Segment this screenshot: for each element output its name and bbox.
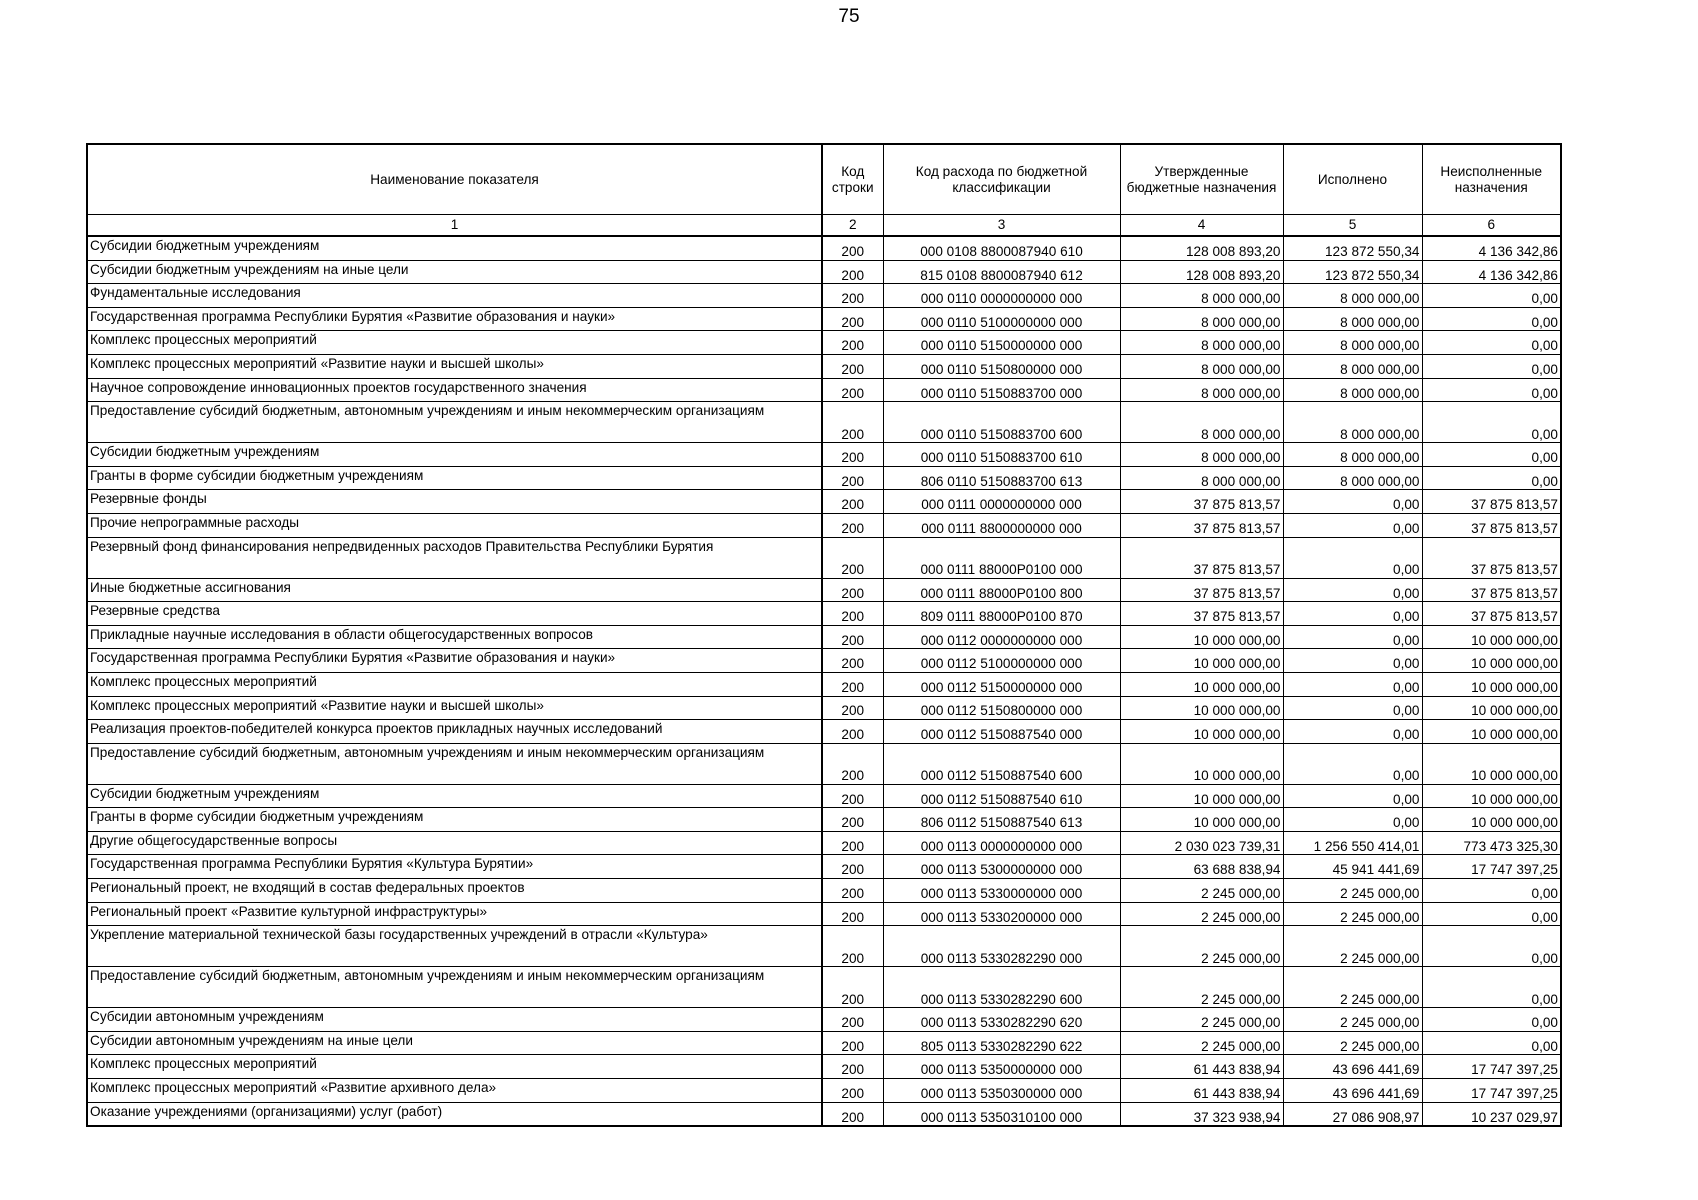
- cell-executed: 2 245 000,00: [1283, 879, 1422, 903]
- cell-executed: 2 245 000,00: [1283, 1008, 1422, 1032]
- table-body: [87, 236, 1561, 1126]
- cell-unexecuted: 0,00: [1422, 1008, 1561, 1032]
- cell-line-code: 200: [822, 625, 883, 649]
- cell-unexecuted: 37 875 813,57: [1422, 490, 1561, 514]
- cell-approved: 61 443 838,94: [1120, 1055, 1283, 1079]
- cell-indicator-name: Резервные фонды: [87, 490, 822, 514]
- cell-classification-code: 000 0110 5150000000 000: [883, 331, 1120, 355]
- cell-indicator-name: Прикладные научные исследования в области общегосударственных вопросов: [87, 625, 822, 649]
- cell-classification-code: 000 0113 5350000000 000: [883, 1055, 1120, 1079]
- cell-classification-code: 000 0113 5330200000 000: [883, 902, 1120, 926]
- cell-classification-code: 000 0113 5350310100 000: [883, 1102, 1120, 1126]
- cell-approved: 2 245 000,00: [1120, 926, 1283, 967]
- cell-indicator-name: Субсидии бюджетным учреждениям: [87, 236, 822, 260]
- cell-classification-code: 000 0112 5150000000 000: [883, 672, 1120, 696]
- table-row: [87, 1102, 1561, 1126]
- table-row: [87, 443, 1561, 467]
- cell-indicator-name: Комплекс процессных мероприятий: [87, 672, 822, 696]
- cell-executed: 0,00: [1283, 537, 1422, 578]
- cell-indicator-name: Резервные средства: [87, 602, 822, 626]
- cell-approved: 8 000 000,00: [1120, 354, 1283, 378]
- cell-approved: 37 875 813,57: [1120, 602, 1283, 626]
- cell-line-code: 200: [822, 1102, 883, 1126]
- cell-indicator-name: Предоставление субсидий бюджетным, автономным учреждениям и иным некоммерческим организациям: [87, 967, 822, 1008]
- cell-line-code: 200: [822, 578, 883, 602]
- cell-unexecuted: 37 875 813,57: [1422, 578, 1561, 602]
- table-row: [87, 260, 1561, 284]
- cell-executed: 43 696 441,69: [1283, 1055, 1422, 1079]
- column-number: 5: [1283, 215, 1422, 237]
- cell-executed: 2 245 000,00: [1283, 926, 1422, 967]
- cell-executed: 0,00: [1283, 720, 1422, 744]
- cell-line-code: 200: [822, 967, 883, 1008]
- cell-approved: 37 323 938,94: [1120, 1102, 1283, 1126]
- cell-executed: 0,00: [1283, 672, 1422, 696]
- cell-line-code: 200: [822, 808, 883, 832]
- cell-approved: 8 000 000,00: [1120, 307, 1283, 331]
- cell-indicator-name: Государственная программа Республики Бурятия «Культура Бурятии»: [87, 855, 822, 879]
- cell-executed: 8 000 000,00: [1283, 466, 1422, 490]
- cell-indicator-name: Предоставление субсидий бюджетным, автономным учреждениям и иным некоммерческим организациям: [87, 402, 822, 443]
- cell-line-code: 200: [822, 331, 883, 355]
- table-row: [87, 1079, 1561, 1103]
- cell-indicator-name: Субсидии бюджетным учреждениям: [87, 784, 822, 808]
- cell-line-code: 200: [822, 1055, 883, 1079]
- header-line-code: Код строки: [822, 144, 883, 215]
- table-row: [87, 808, 1561, 832]
- cell-classification-code: 000 0110 5150800000 000: [883, 354, 1120, 378]
- cell-unexecuted: 0,00: [1422, 402, 1561, 443]
- cell-unexecuted: 0,00: [1422, 926, 1561, 967]
- cell-line-code: 200: [822, 649, 883, 673]
- cell-unexecuted: 0,00: [1422, 307, 1561, 331]
- cell-executed: 0,00: [1283, 743, 1422, 784]
- cell-indicator-name: Комплекс процессных мероприятий «Развитие науки и высшей школы»: [87, 354, 822, 378]
- cell-executed: 8 000 000,00: [1283, 307, 1422, 331]
- cell-approved: 10 000 000,00: [1120, 743, 1283, 784]
- cell-classification-code: 000 0111 88000Р0100 000: [883, 537, 1120, 578]
- cell-indicator-name: Оказание учреждениями (организациями) услуг (работ): [87, 1102, 822, 1126]
- table-row: [87, 331, 1561, 355]
- table-row: [87, 625, 1561, 649]
- cell-executed: 8 000 000,00: [1283, 443, 1422, 467]
- column-number-row: [87, 215, 1561, 237]
- cell-approved: 2 245 000,00: [1120, 1031, 1283, 1055]
- cell-indicator-name: Другие общегосударственные вопросы: [87, 831, 822, 855]
- budget-execution-table: [86, 143, 1562, 1127]
- cell-indicator-name: Резервный фонд финансирования непредвиденных расходов Правительства Республики Бурятия: [87, 537, 822, 578]
- cell-approved: 8 000 000,00: [1120, 284, 1283, 308]
- cell-indicator-name: Субсидии автономным учреждениям на иные цели: [87, 1031, 822, 1055]
- cell-unexecuted: 10 000 000,00: [1422, 784, 1561, 808]
- table-row: [87, 649, 1561, 673]
- cell-approved: 8 000 000,00: [1120, 466, 1283, 490]
- cell-unexecuted: 0,00: [1422, 443, 1561, 467]
- cell-line-code: 200: [822, 602, 883, 626]
- cell-unexecuted: 0,00: [1422, 466, 1561, 490]
- column-number: 6: [1422, 215, 1561, 237]
- cell-classification-code: 000 0110 5150883700 000: [883, 378, 1120, 402]
- cell-line-code: 200: [822, 1031, 883, 1055]
- column-number: 3: [883, 215, 1120, 237]
- cell-indicator-name: Научное сопровождение инновационных проектов государственного значения: [87, 378, 822, 402]
- cell-executed: 0,00: [1283, 808, 1422, 832]
- column-number: 2: [822, 215, 883, 237]
- cell-unexecuted: 773 473 325,30: [1422, 831, 1561, 855]
- cell-classification-code: 000 0113 5330282290 620: [883, 1008, 1120, 1032]
- cell-line-code: 200: [822, 378, 883, 402]
- cell-executed: 2 245 000,00: [1283, 1031, 1422, 1055]
- cell-classification-code: 000 0112 5100000000 000: [883, 649, 1120, 673]
- column-number: 1: [87, 215, 822, 237]
- cell-line-code: 200: [822, 926, 883, 967]
- cell-unexecuted: 10 237 029,97: [1422, 1102, 1561, 1126]
- cell-line-code: 200: [822, 784, 883, 808]
- cell-approved: 2 245 000,00: [1120, 902, 1283, 926]
- cell-approved: 8 000 000,00: [1120, 402, 1283, 443]
- cell-unexecuted: 37 875 813,57: [1422, 602, 1561, 626]
- table-row: [87, 743, 1561, 784]
- cell-classification-code: 000 0113 5350300000 000: [883, 1079, 1120, 1103]
- cell-unexecuted: 4 136 342,86: [1422, 236, 1561, 260]
- cell-approved: 61 443 838,94: [1120, 1079, 1283, 1103]
- cell-approved: 10 000 000,00: [1120, 696, 1283, 720]
- cell-executed: 0,00: [1283, 784, 1422, 808]
- table-row: [87, 902, 1561, 926]
- cell-executed: 0,00: [1283, 513, 1422, 537]
- table-row: [87, 831, 1561, 855]
- cell-line-code: 200: [822, 902, 883, 926]
- table-row: [87, 402, 1561, 443]
- cell-approved: 8 000 000,00: [1120, 378, 1283, 402]
- cell-classification-code: 000 0113 5330282290 000: [883, 926, 1120, 967]
- cell-line-code: 200: [822, 537, 883, 578]
- table-row: [87, 696, 1561, 720]
- cell-unexecuted: 0,00: [1422, 879, 1561, 903]
- cell-indicator-name: Государственная программа Республики Бурятия «Развитие образования и науки»: [87, 307, 822, 331]
- cell-indicator-name: Гранты в форме субсидии бюджетным учреждениям: [87, 466, 822, 490]
- cell-unexecuted: 10 000 000,00: [1422, 649, 1561, 673]
- cell-unexecuted: 37 875 813,57: [1422, 537, 1561, 578]
- header-budget-classification-code: Код расхода по бюджетной классификации: [883, 144, 1120, 215]
- cell-executed: 0,00: [1283, 696, 1422, 720]
- header-executed: Исполнено: [1283, 144, 1422, 215]
- cell-unexecuted: 4 136 342,86: [1422, 260, 1561, 284]
- cell-classification-code: 000 0110 5150883700 610: [883, 443, 1120, 467]
- cell-classification-code: 000 0110 5100000000 000: [883, 307, 1120, 331]
- cell-approved: 8 000 000,00: [1120, 443, 1283, 467]
- cell-unexecuted: 37 875 813,57: [1422, 513, 1561, 537]
- cell-line-code: 200: [822, 354, 883, 378]
- cell-unexecuted: 0,00: [1422, 967, 1561, 1008]
- cell-line-code: 200: [822, 855, 883, 879]
- cell-line-code: 200: [822, 831, 883, 855]
- cell-approved: 37 875 813,57: [1120, 537, 1283, 578]
- table-row: [87, 537, 1561, 578]
- cell-indicator-name: Предоставление субсидий бюджетным, автономным учреждениям и иным некоммерческим организациям: [87, 743, 822, 784]
- table-row: [87, 1031, 1561, 1055]
- cell-classification-code: 000 0111 88000Р0100 800: [883, 578, 1120, 602]
- cell-executed: 123 872 550,34: [1283, 236, 1422, 260]
- cell-indicator-name: Прочие непрограммные расходы: [87, 513, 822, 537]
- cell-classification-code: 000 0110 0000000000 000: [883, 284, 1120, 308]
- header-unexecuted-assignments: Неисполненные назначения: [1422, 144, 1561, 215]
- cell-classification-code: 000 0113 0000000000 000: [883, 831, 1120, 855]
- cell-indicator-name: Субсидии бюджетным учреждениям: [87, 443, 822, 467]
- cell-classification-code: 000 0113 5300000000 000: [883, 855, 1120, 879]
- cell-unexecuted: 0,00: [1422, 902, 1561, 926]
- cell-executed: 0,00: [1283, 625, 1422, 649]
- cell-executed: 43 696 441,69: [1283, 1079, 1422, 1103]
- cell-classification-code: 806 0110 5150883700 613: [883, 466, 1120, 490]
- cell-line-code: 200: [822, 402, 883, 443]
- table-row: [87, 672, 1561, 696]
- cell-classification-code: 000 0113 5330282290 600: [883, 967, 1120, 1008]
- header-approved-assignments: Утвержденные бюджетные назначения: [1120, 144, 1283, 215]
- table-row: [87, 513, 1561, 537]
- cell-unexecuted: 10 000 000,00: [1422, 696, 1561, 720]
- cell-unexecuted: 17 747 397,25: [1422, 1055, 1561, 1079]
- cell-executed: 8 000 000,00: [1283, 402, 1422, 443]
- cell-approved: 37 875 813,57: [1120, 513, 1283, 537]
- cell-approved: 128 008 893,20: [1120, 260, 1283, 284]
- cell-classification-code: 000 0112 5150800000 000: [883, 696, 1120, 720]
- cell-indicator-name: Комплекс процессных мероприятий: [87, 1055, 822, 1079]
- cell-indicator-name: Комплекс процессных мероприятий: [87, 331, 822, 355]
- cell-classification-code: 806 0112 5150887540 613: [883, 808, 1120, 832]
- table-row: [87, 855, 1561, 879]
- cell-indicator-name: Субсидии бюджетным учреждениям на иные цели: [87, 260, 822, 284]
- cell-unexecuted: 17 747 397,25: [1422, 1079, 1561, 1103]
- cell-unexecuted: 0,00: [1422, 284, 1561, 308]
- table-row: [87, 1008, 1561, 1032]
- cell-classification-code: 000 0110 5150883700 600: [883, 402, 1120, 443]
- cell-executed: 0,00: [1283, 602, 1422, 626]
- cell-unexecuted: 10 000 000,00: [1422, 720, 1561, 744]
- table-header-row: [87, 144, 1561, 215]
- cell-classification-code: 000 0112 5150887540 600: [883, 743, 1120, 784]
- cell-classification-code: 815 0108 8800087940 612: [883, 260, 1120, 284]
- table-row: [87, 784, 1561, 808]
- table-row: [87, 466, 1561, 490]
- cell-line-code: 200: [822, 236, 883, 260]
- header-indicator-name: Наименование показателя: [87, 144, 822, 215]
- cell-approved: 63 688 838,94: [1120, 855, 1283, 879]
- cell-classification-code: 000 0108 8800087940 610: [883, 236, 1120, 260]
- cell-approved: 2 030 023 739,31: [1120, 831, 1283, 855]
- cell-approved: 2 245 000,00: [1120, 967, 1283, 1008]
- table-row: [87, 354, 1561, 378]
- cell-approved: 10 000 000,00: [1120, 808, 1283, 832]
- cell-approved: 2 245 000,00: [1120, 1008, 1283, 1032]
- cell-indicator-name: Комплекс процессных мероприятий «Развитие архивного дела»: [87, 1079, 822, 1103]
- cell-unexecuted: 0,00: [1422, 354, 1561, 378]
- cell-indicator-name: Реализация проектов-победителей конкурса проектов прикладных научных исследований: [87, 720, 822, 744]
- cell-approved: 2 245 000,00: [1120, 879, 1283, 903]
- cell-unexecuted: 0,00: [1422, 1031, 1561, 1055]
- table-row: [87, 378, 1561, 402]
- table-row: [87, 720, 1561, 744]
- table-row: [87, 284, 1561, 308]
- cell-approved: 10 000 000,00: [1120, 625, 1283, 649]
- table-row: [87, 490, 1561, 514]
- cell-indicator-name: Иные бюджетные ассигнования: [87, 578, 822, 602]
- cell-indicator-name: Фундаментальные исследования: [87, 284, 822, 308]
- table-row: [87, 926, 1561, 967]
- cell-approved: 10 000 000,00: [1120, 672, 1283, 696]
- cell-unexecuted: 10 000 000,00: [1422, 625, 1561, 649]
- table-row: [87, 967, 1561, 1008]
- cell-indicator-name: Государственная программа Республики Бурятия «Развитие образования и науки»: [87, 649, 822, 673]
- cell-line-code: 200: [822, 672, 883, 696]
- cell-indicator-name: Комплекс процессных мероприятий «Развитие науки и высшей школы»: [87, 696, 822, 720]
- cell-executed: 8 000 000,00: [1283, 378, 1422, 402]
- cell-line-code: 200: [822, 466, 883, 490]
- cell-approved: 37 875 813,57: [1120, 578, 1283, 602]
- cell-line-code: 200: [822, 1079, 883, 1103]
- table-row: [87, 879, 1561, 903]
- cell-unexecuted: 0,00: [1422, 378, 1561, 402]
- cell-indicator-name: Укрепление материальной технической базы государственных учреждений в отрасли «Культура»: [87, 926, 822, 967]
- cell-executed: 123 872 550,34: [1283, 260, 1422, 284]
- cell-classification-code: 809 0111 88000Р0100 870: [883, 602, 1120, 626]
- cell-line-code: 200: [822, 443, 883, 467]
- cell-executed: 8 000 000,00: [1283, 284, 1422, 308]
- cell-executed: 8 000 000,00: [1283, 354, 1422, 378]
- cell-executed: 1 256 550 414,01: [1283, 831, 1422, 855]
- cell-approved: 128 008 893,20: [1120, 236, 1283, 260]
- cell-approved: 10 000 000,00: [1120, 784, 1283, 808]
- cell-indicator-name: Субсидии автономным учреждениям: [87, 1008, 822, 1032]
- cell-unexecuted: 0,00: [1422, 331, 1561, 355]
- cell-approved: 10 000 000,00: [1120, 720, 1283, 744]
- page-number: 75: [838, 6, 860, 27]
- cell-line-code: 200: [822, 307, 883, 331]
- cell-line-code: 200: [822, 284, 883, 308]
- cell-line-code: 200: [822, 513, 883, 537]
- cell-line-code: 200: [822, 490, 883, 514]
- cell-classification-code: 000 0112 5150887540 000: [883, 720, 1120, 744]
- cell-unexecuted: 17 747 397,25: [1422, 855, 1561, 879]
- cell-line-code: 200: [822, 720, 883, 744]
- cell-classification-code: 000 0111 8800000000 000: [883, 513, 1120, 537]
- cell-approved: 37 875 813,57: [1120, 490, 1283, 514]
- cell-line-code: 200: [822, 696, 883, 720]
- cell-unexecuted: 10 000 000,00: [1422, 808, 1561, 832]
- cell-executed: 0,00: [1283, 649, 1422, 673]
- cell-executed: 2 245 000,00: [1283, 902, 1422, 926]
- cell-indicator-name: Гранты в форме субсидии бюджетным учреждениям: [87, 808, 822, 832]
- cell-executed: 0,00: [1283, 490, 1422, 514]
- cell-line-code: 200: [822, 1008, 883, 1032]
- cell-approved: 10 000 000,00: [1120, 649, 1283, 673]
- cell-classification-code: 000 0112 5150887540 610: [883, 784, 1120, 808]
- cell-classification-code: 000 0112 0000000000 000: [883, 625, 1120, 649]
- cell-executed: 45 941 441,69: [1283, 855, 1422, 879]
- cell-line-code: 200: [822, 260, 883, 284]
- table-row: [87, 1055, 1561, 1079]
- cell-approved: 8 000 000,00: [1120, 331, 1283, 355]
- table-row: [87, 307, 1561, 331]
- cell-classification-code: 000 0113 5330000000 000: [883, 879, 1120, 903]
- cell-executed: 2 245 000,00: [1283, 967, 1422, 1008]
- column-number: 4: [1120, 215, 1283, 237]
- table-row: [87, 578, 1561, 602]
- cell-unexecuted: 10 000 000,00: [1422, 672, 1561, 696]
- cell-indicator-name: Региональный проект «Развитие культурной инфраструктуры»: [87, 902, 822, 926]
- cell-executed: 27 086 908,97: [1283, 1102, 1422, 1126]
- cell-indicator-name: Региональный проект, не входящий в состав федеральных проектов: [87, 879, 822, 903]
- table-row: [87, 602, 1561, 626]
- cell-executed: 8 000 000,00: [1283, 331, 1422, 355]
- cell-line-code: 200: [822, 879, 883, 903]
- cell-executed: 0,00: [1283, 578, 1422, 602]
- cell-line-code: 200: [822, 743, 883, 784]
- table-row: [87, 236, 1561, 260]
- cell-unexecuted: 10 000 000,00: [1422, 743, 1561, 784]
- cell-classification-code: 000 0111 0000000000 000: [883, 490, 1120, 514]
- cell-classification-code: 805 0113 5330282290 622: [883, 1031, 1120, 1055]
